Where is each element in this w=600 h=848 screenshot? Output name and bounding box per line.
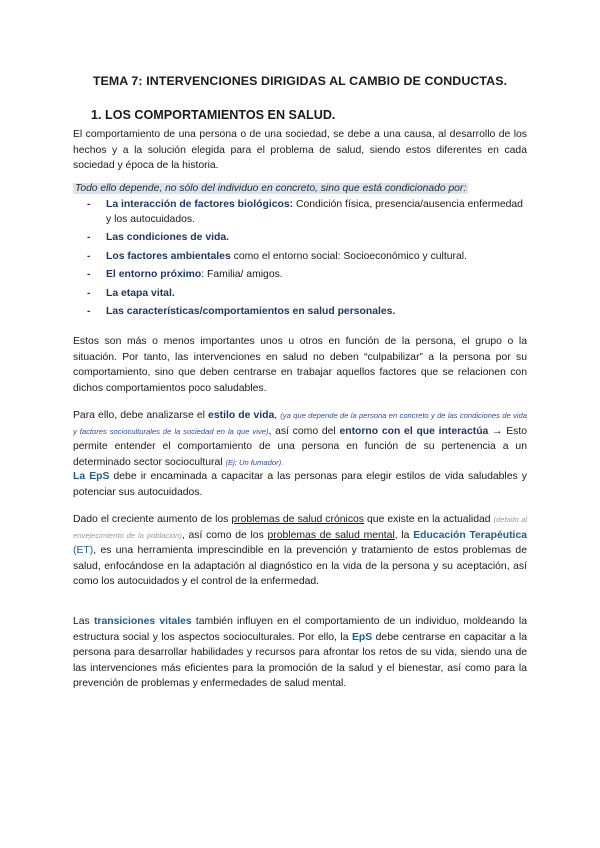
bullet-dash: - xyxy=(87,199,91,210)
factor-title: Los factores ambientales xyxy=(106,250,231,262)
text-run: también influyen en el comportamiento de un individuo, moldeando la estructura social y los aspectos socioculturales. Por ello, la xyxy=(73,616,527,643)
text-run: Dado el creciente aumento de los xyxy=(73,514,232,525)
text-run: → Esto permite entender el comportamiento de una persona en función de su pertenencia a un determinado sector sociocultural xyxy=(73,425,527,468)
text-run: Las xyxy=(73,616,94,627)
text-run: , así como del xyxy=(268,425,340,437)
factor-description: como el entorno social: Socioeconómico y cultural. xyxy=(230,250,467,262)
factor-title: El entorno próximo xyxy=(106,269,202,280)
text-run: , es una herramienta imprescindible en la prevención y tratamiento de estos problemas de salud, enfocándose en la adaptación al diagnóstico en la vida de la persona y su aceptación, así como los autocuidados y el control de la enfermedad. xyxy=(73,545,527,587)
paragraph-culpabilizar: Estos son más o menos importantes unos u otros en función de la persona, el grupo o la situación. Por tanto, las intervenciones en salud no deben “culpabilizar” a la persona por su comportamiento, sino que deben centrarse en trabajar aquellos factores que se relacionen con dichos comportamientos poco saludables. xyxy=(73,336,527,394)
list-item xyxy=(73,305,527,320)
paragraph-estilo-de-vida xyxy=(73,408,527,470)
text-run: Para ello, debe analizarse el xyxy=(73,410,209,421)
text-run: , la xyxy=(394,529,414,541)
list-item xyxy=(73,250,527,265)
text-run: , xyxy=(274,410,281,421)
list-item xyxy=(73,268,527,283)
bullet-dash: - xyxy=(87,287,91,299)
bullet-dash: - xyxy=(87,250,91,262)
side-note: (ya que depende de la persona en concreto y de las condiciones de vida y factores socioculturales de la sociedad en la que vive) xyxy=(73,411,527,436)
list-item xyxy=(73,231,527,246)
intro-paragraph: El comportamiento de una persona o de una sociedad, se debe a una causa, al desarrollo de los hechos y a la solución elegida para el problema de salud, siendo estos diferentes en cada sociedad y época de la historia. xyxy=(73,129,527,171)
paragraph-educacion-terapeutica xyxy=(73,512,527,590)
factor-title: La interacción de factores biológicos: xyxy=(106,199,294,210)
factor-title: Las características/comportamientos en salud personales. xyxy=(106,306,396,317)
term-et: (ET) xyxy=(73,545,94,556)
underlined-term: problemas de salud mental xyxy=(267,529,395,541)
highlighted-sentence: Todo ello depende, no sólo del individuo en concreto, sino que está condicionado por: xyxy=(75,183,467,194)
bullet-dash: - xyxy=(87,306,91,317)
list-item xyxy=(73,198,527,227)
grey-note: (debido al envejecimiento de la población) xyxy=(73,515,527,540)
text-run: debe ir encaminada a capacitar a las personas para elegir estilos de vida saludables y potenciar sus autocuidados. xyxy=(73,471,527,498)
factor-description: Condición física, presencia/ausencia enfermedad y los autocuidados. xyxy=(106,199,523,225)
term-transiciones-vitales: transiciones vitales xyxy=(93,616,192,627)
text-run: , así como de los xyxy=(181,529,268,541)
term-estilo-de-vida: estilo de vida xyxy=(208,410,275,421)
factor-description: : Familia/ amigos. xyxy=(201,269,283,280)
example-note: (Ej: Un fumador). xyxy=(225,457,284,467)
factors-list xyxy=(73,198,527,324)
list-item xyxy=(73,287,527,302)
factor-title: La etapa vital. xyxy=(106,287,175,299)
paragraph-transiciones-vitales xyxy=(73,614,527,692)
section-heading: 1. LOS COMPORTAMIENTOS EN SALUD. xyxy=(91,108,336,122)
text-run: debe centrarse en capacitar a la persona para desarrollar habilidades y recursos para afrontar los retos de su vida, siendo una de las intervenciones más eficientes para la promoción de la salud y el bienestar, así como para la prevención de problemas y enfermedades de salud mental. xyxy=(73,631,527,689)
term-educacion-terapeutica: Educación Terapéutica xyxy=(413,529,528,541)
term-eps: EpS xyxy=(351,631,373,643)
document-title: TEMA 7: INTERVENCIONES DIRIGIDAS AL CAMBIO DE CONDUCTAS. xyxy=(92,74,508,88)
paragraph-eps xyxy=(73,469,527,500)
bullet-dash: - xyxy=(87,269,91,280)
bullet-dash: - xyxy=(87,232,91,243)
term-entorno: entorno con el que interactúa xyxy=(339,425,489,437)
factor-title: Las condiciones de vida. xyxy=(106,232,229,243)
text-run: que existe en la actualidad xyxy=(364,514,494,525)
underlined-term: problemas de salud crónicos xyxy=(231,514,365,525)
term-eps: La EpS xyxy=(73,471,110,482)
